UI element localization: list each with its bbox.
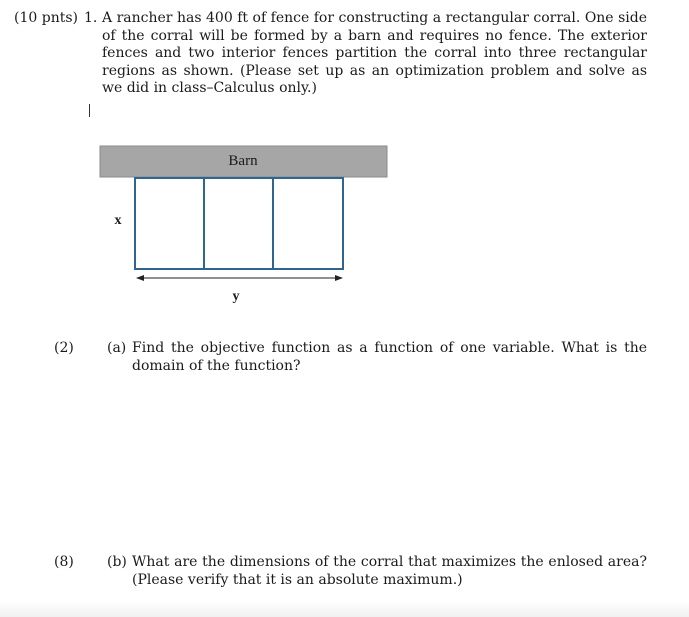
problem-points: (10 pnts) [14, 10, 78, 26]
part-a-label: (a) [107, 340, 127, 356]
problem-number: 1. [84, 10, 98, 26]
problem-statement: A rancher has 400 ft of fence for constructing a rectangular corral. One side of the corral will be formed by a barn and requires no fence. The exterior fences and two interior fences partition the corral into three rectangular regions as shown. (Please set up as an optimization problem and solve as we did in class–Calculus only.) [102, 10, 647, 96]
part-b-label: (b) [107, 554, 127, 570]
part-b-points: (8) [54, 554, 74, 570]
width-label: y [232, 289, 240, 304]
corral-fence [134, 178, 344, 269]
part-b-text: What are the dimensions of the corral that maximizes the enlosed area? (Please verify that it is an absolute maximum.) [132, 554, 647, 588]
part-a-points: (2) [54, 340, 74, 356]
barn-label: Barn [228, 153, 258, 169]
part-a-text: Find the objective function as a function of one variable. What is the domain of the function? [132, 340, 647, 374]
height-label: x [114, 213, 122, 228]
page-bottom-edge [0, 601, 689, 617]
